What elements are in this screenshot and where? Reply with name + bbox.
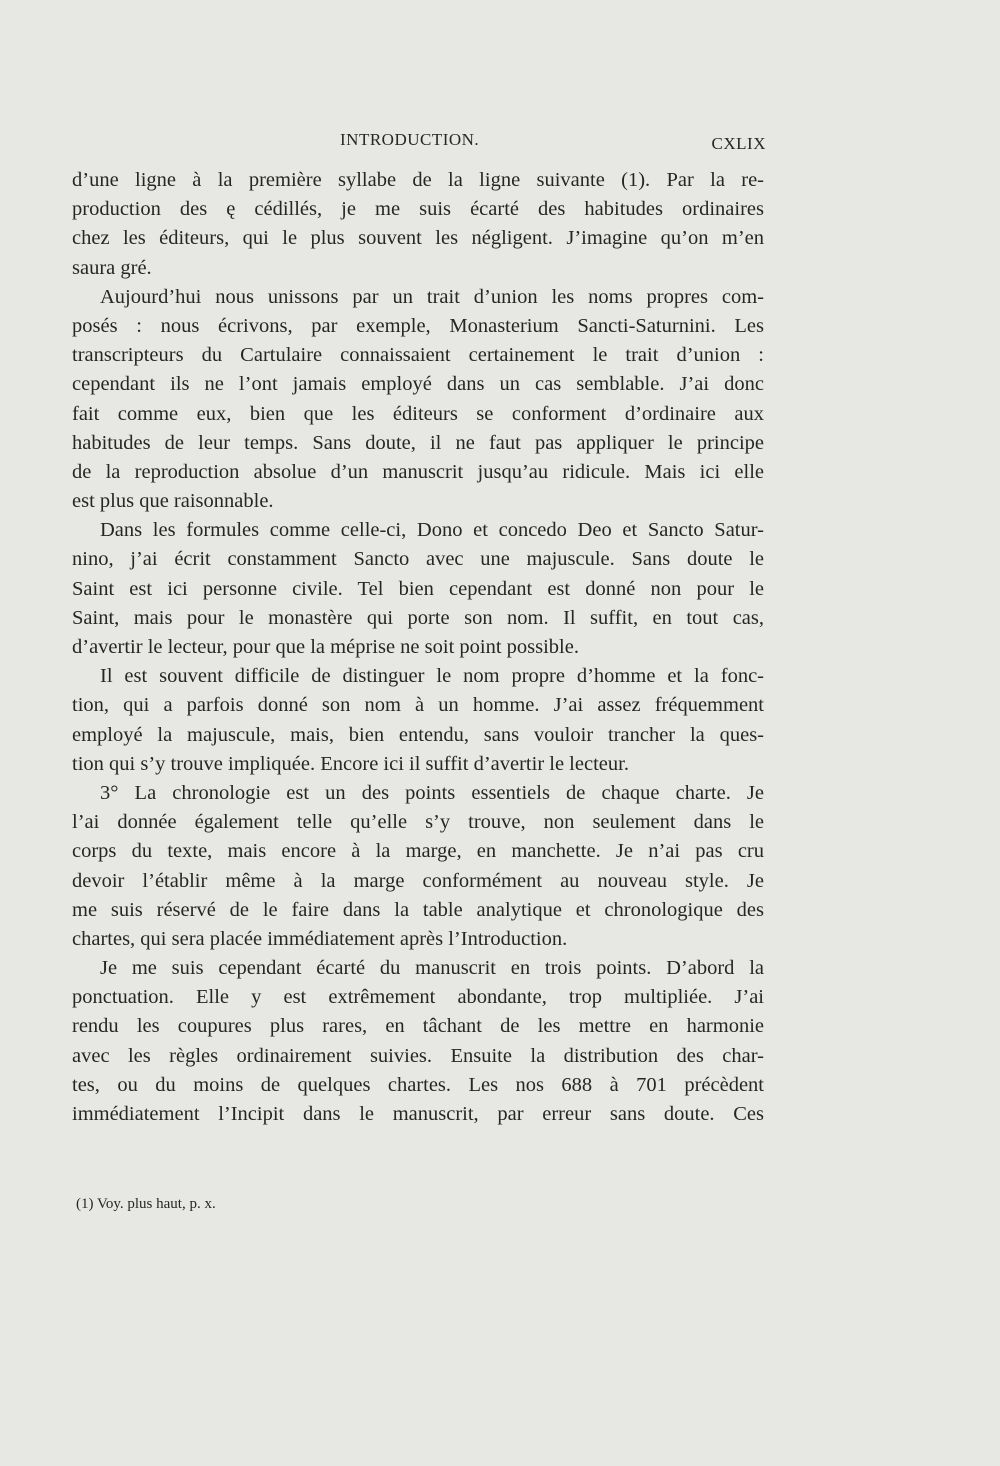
running-title: INTRODUCTION.	[340, 130, 480, 149]
text-line: tes, ou du moins de quelques chartes. Les nos 688 à 701 précèdent	[72, 1073, 764, 1096]
text-line: d’avertir le lecteur, pour que la méprise ne soit point possible.	[72, 636, 579, 658]
text-line: transcripteurs du Cartulaire connaissaient certainement le trait d’union :	[72, 344, 764, 367]
text-line: production des ę cédillés, je me suis écarté des habitudes ordinaires	[72, 198, 764, 221]
text-line: Dans les formules comme celle-ci, Dono et concedo Deo et Sancto Satur-	[100, 519, 764, 542]
page-number: CXLIX	[711, 134, 766, 153]
text-line: l’ai donnée également telle qu’elle s’y trouve, non seulement dans le	[72, 811, 764, 834]
text-line: saura gré.	[72, 256, 152, 279]
text-line: corps du texte, mais encore à la marge, en manchette. Je n’ai pas cru	[72, 840, 764, 863]
text-line: employé la majuscule, mais, bien entendu, sans vouloir trancher la ques-	[72, 723, 764, 746]
text-line: d’une ligne à la première syllabe de la ligne suivante (1). Par la re-	[72, 169, 764, 191]
text-line: fait comme eux, bien que les éditeurs se conforment d’ordinaire aux	[72, 402, 764, 425]
text-line: rendu les coupures plus rares, en tâchant de les mettre en harmonie	[72, 1015, 764, 1038]
page-header	[72, 130, 764, 160]
footnote	[76, 1196, 216, 1213]
text-line: Saint, mais pour le monastère qui porte son nom. Il suffit, en tout cas,	[72, 606, 764, 629]
text-line: Aujourd’hui nous unissons par un trait d’union les noms propres com-	[100, 285, 764, 308]
text-line: tion qui s’y trouve impliquée. Encore ici il suffit d’avertir le lecteur.	[72, 752, 629, 775]
text-line: Saint est ici personne civile. Tel bien cependant est donné non pour le	[72, 577, 764, 600]
text-line: habitudes de leur temps. Sans doute, il ne faut pas appliquer le principe	[72, 431, 764, 454]
text-line: est plus que raisonnable.	[72, 490, 274, 513]
body-text	[72, 166, 764, 1129]
text-line: me suis réservé de le faire dans la table analytique et chronologique des	[72, 898, 764, 921]
text-line: 3° La chronologie est un des points essentiels de chaque charte. Je	[100, 781, 764, 804]
text-line: immédiatement l’Incipit dans le manuscrit, par erreur sans doute. Ces	[72, 1103, 764, 1125]
text-line: nino, j’ai écrit constamment Sancto avec une majuscule. Sans doute le	[72, 548, 764, 571]
text-line: avec les règles ordinairement suivies. Ensuite la distribution des char-	[72, 1044, 764, 1067]
text-line: devoir l’établir même à la marge conformément au nouveau style. Je	[72, 869, 764, 892]
footnote-text: (1) Voy. plus haut, p. x.	[76, 1196, 216, 1212]
text-line: Il est souvent difficile de distinguer le nom propre d’homme et la fonc-	[100, 665, 764, 688]
text-line: chartes, qui sera placée immédiatement après l’Introduction.	[72, 927, 568, 950]
text-line: cependant ils ne l’ont jamais employé dans un cas semblable. J’ai donc	[72, 373, 764, 396]
text-line: chez les éditeurs, qui le plus souvent les négligent. J’imagine qu’on m’en	[72, 227, 764, 250]
text-line: de la reproduction absolue d’un manuscrit jusqu’au ridicule. Mais ici elle	[72, 460, 764, 483]
text-line: posés : nous écrivons, par exemple, Monasterium Sancti-Saturnini. Les	[72, 314, 764, 337]
text-line: Je me suis cependant écarté du manuscrit en trois points. D’abord la	[100, 957, 764, 980]
text-line: ponctuation. Elle y est extrêmement abondante, trop multipliée. J’ai	[72, 986, 764, 1009]
text-line: tion, qui a parfois donné son nom à un homme. J’ai assez fréquemment	[72, 694, 764, 717]
